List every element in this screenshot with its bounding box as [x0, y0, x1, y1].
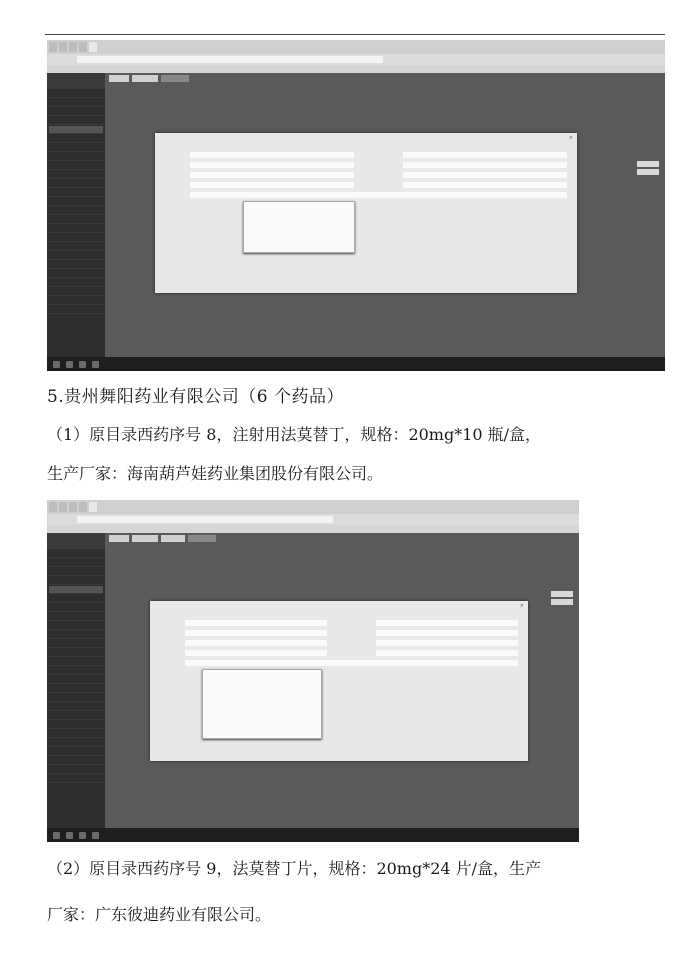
sidebar-item — [49, 270, 103, 278]
sidebar-item — [49, 99, 103, 107]
close-icon: × — [568, 135, 573, 141]
sidebar-item — [49, 703, 103, 711]
sidebar-item — [49, 180, 103, 188]
sidebar-item — [49, 712, 103, 720]
browser-tab — [59, 42, 67, 52]
sidebar-item — [49, 631, 103, 639]
search-icon — [66, 361, 73, 368]
browser-tab-active — [89, 42, 97, 52]
screenshot-1 — [47, 40, 665, 371]
browser-icon — [79, 361, 86, 368]
section-heading: 5.贵州舞阳药业有限公司（6 个药品） — [47, 387, 344, 407]
dropdown-item — [244, 238, 354, 244]
sidebar-item — [49, 766, 103, 774]
action-button — [551, 599, 573, 605]
content-tab — [109, 75, 129, 82]
content-tabs — [109, 535, 216, 542]
sidebar-item — [49, 288, 103, 296]
sidebar-item — [49, 613, 103, 621]
browser-tab — [69, 502, 77, 512]
close-icon: × — [519, 603, 524, 609]
browser-tab-active — [89, 502, 97, 512]
browser-icon — [79, 832, 86, 839]
sidebar-item — [49, 685, 103, 693]
sidebar-item — [49, 90, 103, 98]
detail-dialog — [155, 133, 577, 293]
sidebar-item — [49, 604, 103, 612]
sidebar-header — [47, 73, 105, 89]
sidebar-item — [49, 694, 103, 702]
bookmarks-bar — [47, 525, 579, 533]
sidebar-item — [49, 649, 103, 657]
sidebar-item — [49, 207, 103, 215]
url-field — [77, 56, 383, 63]
sidebar-item — [49, 730, 103, 738]
sidebar-item — [49, 577, 103, 585]
sidebar-item — [49, 171, 103, 179]
browser-tab — [59, 502, 67, 512]
content-tabs — [109, 75, 189, 82]
sidebar-item — [49, 739, 103, 747]
detail-dialog — [150, 601, 528, 761]
sidebar-item — [49, 243, 103, 251]
form-row — [160, 629, 518, 637]
top-rule — [45, 34, 665, 35]
windows-taskbar — [47, 828, 579, 842]
sidebar-item — [49, 216, 103, 224]
content-tab — [132, 75, 158, 82]
item-2-line-1: （2）原目录西药序号 9，法莫替丁片，规格：20mg*24 片/盒，生产 — [47, 859, 542, 878]
sidebar-item — [49, 676, 103, 684]
app-sidebar — [47, 73, 105, 357]
sidebar-item — [49, 279, 103, 287]
sidebar-header — [47, 533, 105, 549]
action-button — [637, 169, 659, 175]
sidebar-item — [49, 550, 103, 558]
sidebar-item — [49, 135, 103, 143]
content-tab — [161, 535, 185, 542]
browser-tab — [79, 42, 87, 52]
dropdown-list — [202, 669, 322, 739]
form-row — [165, 151, 567, 159]
search-icon — [66, 832, 73, 839]
form-row — [165, 181, 567, 189]
form-row — [165, 171, 567, 179]
sidebar-item — [49, 198, 103, 206]
browser-tab — [49, 502, 57, 512]
content-area — [105, 533, 579, 828]
windows-taskbar — [47, 357, 665, 371]
sidebar-item — [49, 622, 103, 630]
app-sidebar — [47, 533, 105, 828]
content-tab-active — [188, 535, 216, 542]
browser-tab — [69, 42, 77, 52]
url-field — [77, 516, 333, 523]
action-buttons — [637, 161, 659, 175]
form-row — [160, 619, 518, 627]
sidebar-item — [49, 162, 103, 170]
content-tab — [132, 535, 158, 542]
browser-tab-strip — [47, 500, 579, 514]
sidebar-item — [49, 306, 103, 314]
form-row — [165, 161, 567, 169]
sidebar-item — [49, 748, 103, 756]
sidebar-item — [49, 261, 103, 269]
item-1-line-2: 生产厂家：海南葫芦娃药业集团股份有限公司。 — [47, 464, 384, 483]
form-row — [165, 191, 567, 199]
action-buttons — [551, 591, 573, 605]
action-button — [637, 161, 659, 167]
sidebar-item — [49, 640, 103, 648]
sidebar-item — [49, 108, 103, 116]
sidebar-item — [49, 144, 103, 152]
sidebar-item — [49, 568, 103, 576]
sidebar-item — [49, 297, 103, 305]
sidebar-item — [49, 234, 103, 242]
sidebar-item — [49, 721, 103, 729]
item-1-line-1: （1）原目录西药序号 8，注射用法莫替丁，规格：20mg*10 瓶/盒， — [47, 425, 542, 444]
windows-start-icon — [53, 361, 60, 368]
sidebar-item — [49, 667, 103, 675]
sidebar-item — [49, 189, 103, 197]
sidebar-item — [49, 559, 103, 567]
sidebar-item — [49, 126, 103, 134]
browser-tab-strip — [47, 40, 665, 54]
form-row — [160, 639, 518, 647]
action-button — [551, 591, 573, 597]
address-bar — [47, 514, 579, 525]
sidebar-item — [49, 595, 103, 603]
sidebar-item — [49, 153, 103, 161]
sidebar-item — [49, 775, 103, 783]
dropdown-list — [243, 201, 355, 253]
bookmarks-bar — [47, 65, 665, 73]
sidebar-item — [49, 658, 103, 666]
form-row — [160, 659, 518, 667]
browser-tab — [79, 502, 87, 512]
sidebar-item — [49, 252, 103, 260]
browser-tab — [49, 42, 57, 52]
folder-icon — [92, 361, 99, 368]
sidebar-item — [49, 117, 103, 125]
dropdown-item — [203, 724, 321, 730]
sidebar-item — [49, 757, 103, 765]
windows-start-icon — [53, 832, 60, 839]
content-area — [105, 73, 665, 357]
item-2-line-2: 厂家：广东彼迪药业有限公司。 — [47, 905, 272, 924]
sidebar-item — [49, 586, 103, 594]
screenshot-2 — [47, 500, 579, 842]
folder-icon — [92, 832, 99, 839]
sidebar-item — [49, 225, 103, 233]
address-bar — [47, 54, 665, 65]
form-row — [160, 649, 518, 657]
content-tab — [109, 535, 129, 542]
content-tab-active — [161, 75, 189, 82]
